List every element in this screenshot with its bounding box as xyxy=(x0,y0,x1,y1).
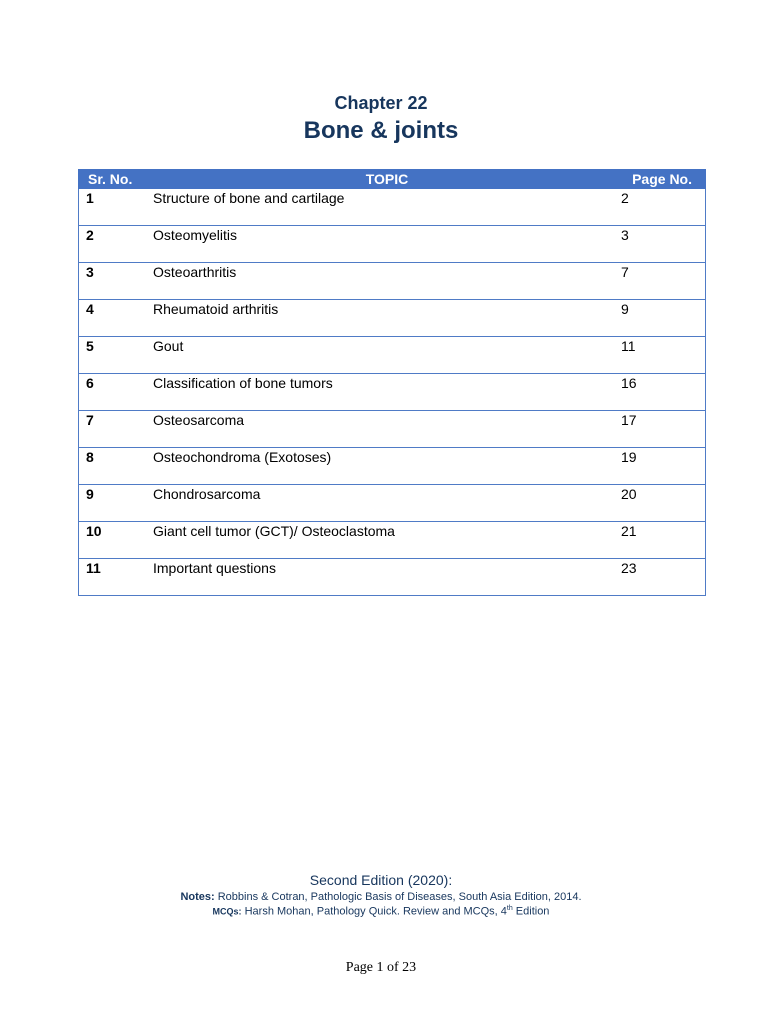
row-sr-no: 6 xyxy=(79,374,154,411)
table-body xyxy=(79,189,706,596)
row-topic: Important questions xyxy=(153,559,621,596)
row-page-no: 11 xyxy=(621,337,706,374)
table-row xyxy=(79,263,706,300)
notes-label: Notes: xyxy=(180,891,215,903)
table-row xyxy=(79,300,706,337)
row-page-no: 9 xyxy=(621,300,706,337)
row-topic: Gout xyxy=(153,337,621,374)
row-page-no: 19 xyxy=(621,448,706,485)
chapter-label: Chapter 22 xyxy=(334,93,428,113)
notes-text: Robbins & Cotran, Pathologic Basis of Diseases, South Asia Edition, 2014. xyxy=(214,891,582,903)
row-topic: Structure of bone and cartilage xyxy=(153,189,621,226)
row-page-no: 23 xyxy=(621,559,706,596)
row-sr-no: 1 xyxy=(79,189,154,226)
mcqs-text: Harsh Mohan, Pathology Quick. Review and MCQs, 4 xyxy=(241,905,507,918)
row-page-no: 20 xyxy=(621,485,706,522)
table-row xyxy=(79,189,706,226)
row-topic: Classification of bone tumors xyxy=(153,374,621,411)
contents-table xyxy=(78,169,706,596)
mcqs-label: MCQs: xyxy=(212,906,242,917)
row-sr-no: 11 xyxy=(79,559,154,596)
row-sr-no: 4 xyxy=(79,300,154,337)
table-header-row xyxy=(79,170,706,189)
row-page-no: 2 xyxy=(621,189,706,226)
table-row xyxy=(79,559,706,596)
row-topic: Osteomyelitis xyxy=(153,226,621,263)
row-sr-no: 8 xyxy=(79,448,154,485)
row-sr-no: 5 xyxy=(79,337,154,374)
row-page-no: 16 xyxy=(621,374,706,411)
page-number: Page 1 of 23 xyxy=(345,960,417,975)
table-row xyxy=(79,374,706,411)
header-page-no: Page No. xyxy=(621,170,706,189)
row-sr-no: 2 xyxy=(79,226,154,263)
table-row xyxy=(79,411,706,448)
header-sr-no: Sr. No. xyxy=(79,170,154,189)
table-row xyxy=(79,226,706,263)
row-sr-no: 9 xyxy=(79,485,154,522)
mcqs-tail: Edition xyxy=(512,905,550,918)
row-page-no: 17 xyxy=(621,411,706,448)
row-topic: Osteosarcoma xyxy=(153,411,621,448)
edition-note: Second Edition (2020): xyxy=(309,872,453,888)
table-row xyxy=(79,337,706,374)
chapter-title: Bone & joints xyxy=(303,117,459,144)
row-sr-no: 10 xyxy=(79,522,154,559)
row-topic: Osteoarthritis xyxy=(153,263,621,300)
row-sr-no: 3 xyxy=(79,263,154,300)
table-row xyxy=(79,485,706,522)
header-topic: TOPIC xyxy=(153,170,621,189)
table-row xyxy=(79,522,706,559)
row-topic: Giant cell tumor (GCT)/ Osteoclastoma xyxy=(153,522,621,559)
mcqs-reference xyxy=(0,905,762,918)
mcqs-superscript: th xyxy=(506,905,513,912)
row-topic: Rheumatoid arthritis xyxy=(153,300,621,337)
row-page-no: 21 xyxy=(621,522,706,559)
row-page-no: 7 xyxy=(621,263,706,300)
notes-reference xyxy=(0,891,762,903)
row-page-no: 3 xyxy=(621,226,706,263)
row-sr-no: 7 xyxy=(79,411,154,448)
table-row xyxy=(79,448,706,485)
row-topic: Osteochondroma (Exotoses) xyxy=(153,448,621,485)
row-topic: Chondrosarcoma xyxy=(153,485,621,522)
